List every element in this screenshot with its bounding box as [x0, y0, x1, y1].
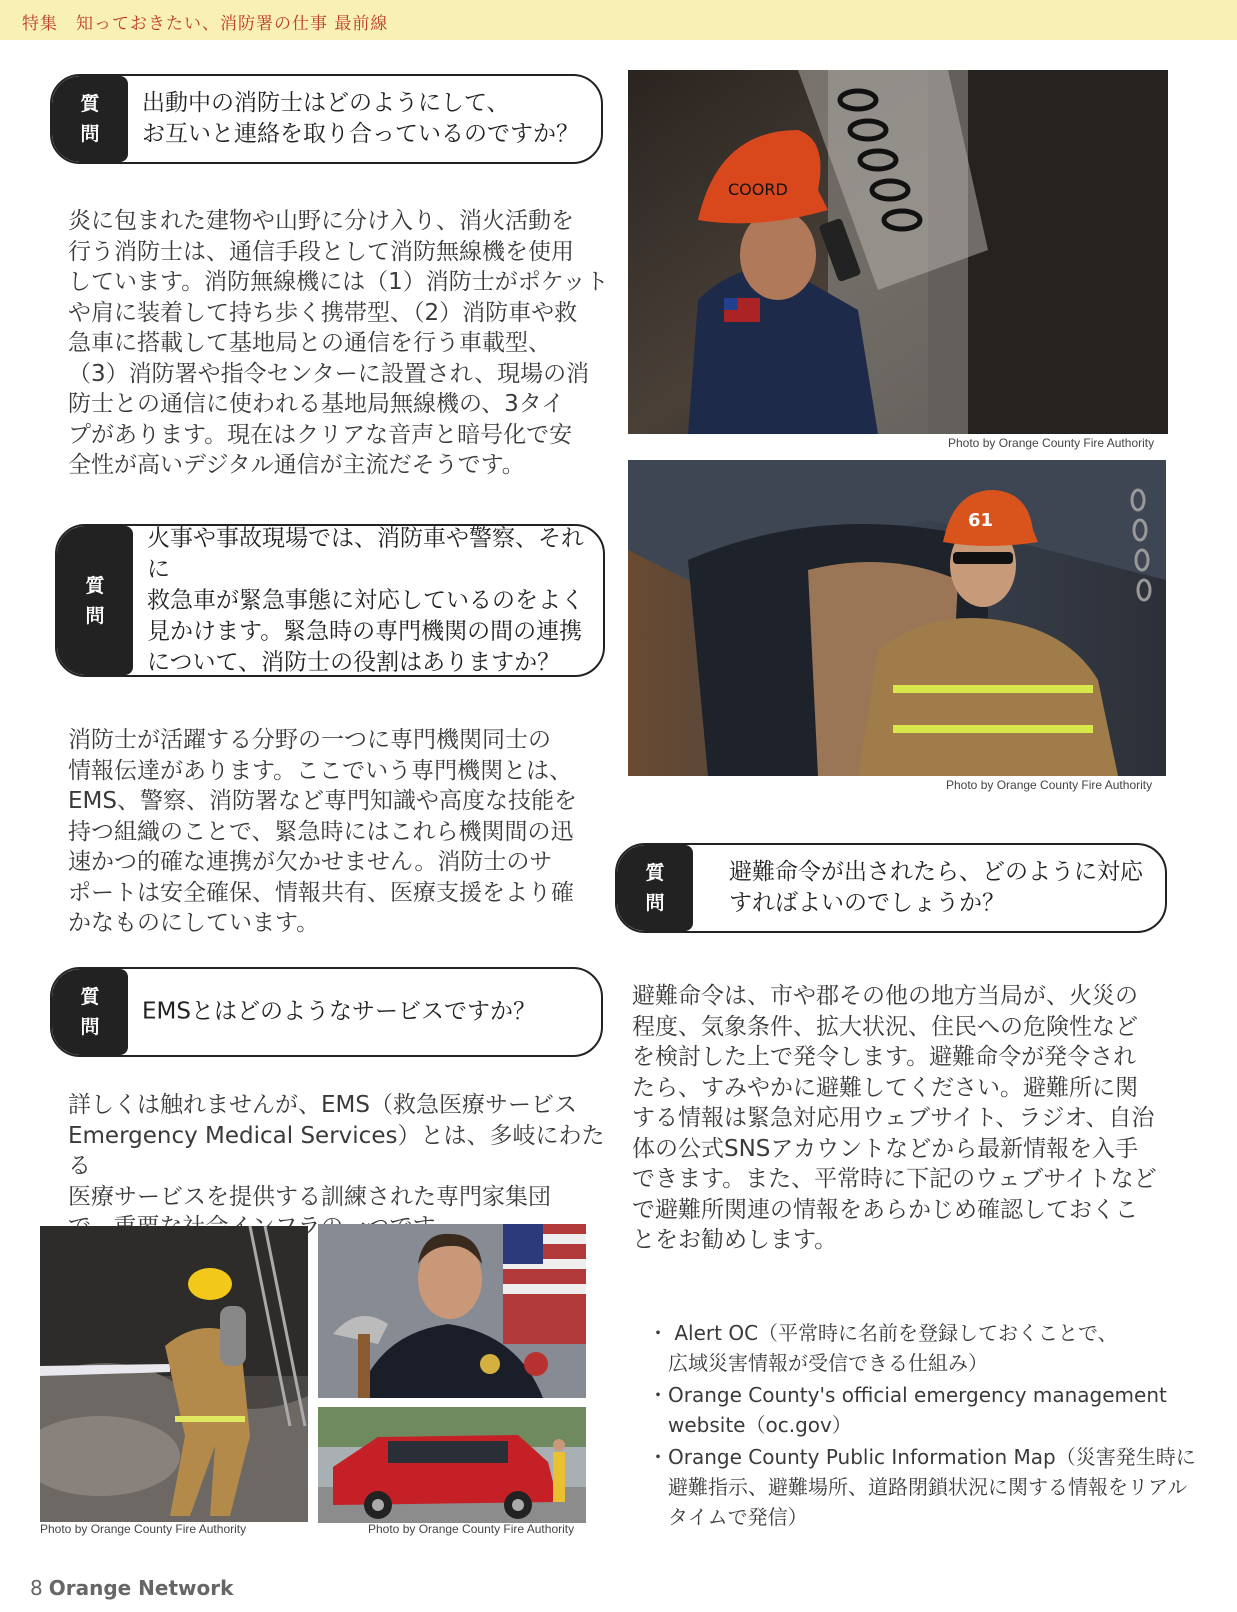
badge-bottom-char: 問: [85, 604, 105, 627]
photo-firefighter-portrait: [318, 1224, 586, 1398]
badge-top-char: 質: [80, 986, 100, 1008]
question-text-1: 出動中の消防士はどのようにして、 お互いと連絡を取り合っているのですか？: [142, 90, 579, 147]
helmet-number: 61: [968, 510, 994, 531]
photo-firefighter-spraying: [40, 1226, 308, 1522]
list-item: ・ Alert OC（平常時に名前を登録しておくことで、 広域災害情報が受信できる仕組み）: [648, 1321, 1118, 1375]
answer-text-3: 詳しくは触れませんが、EMS（救急医療サービス Emergency Medical Services）とは、多岐にわたる 医療サービスを提供する訓練された専門家集団: [68, 1092, 605, 1210]
question-box-2: [55, 524, 605, 677]
photo-fire-chief-vehicle: [318, 1407, 586, 1523]
badge-bottom-char: 問: [645, 892, 665, 914]
question-text-4: 避難命令が出されたら、どのように対応 すればよいのでしょうか？: [729, 859, 1143, 916]
question-box-4: [615, 843, 1167, 933]
question-badge: [617, 845, 693, 931]
badge-bottom-char: 問: [80, 1016, 100, 1038]
list-item: ・Orange County Public Information Map（災害発生時に 避難指示、避難場所、道路閉鎖状況に関する情報をリアル タイムで発信）: [648, 1445, 1196, 1529]
magazine-name: Orange Network: [48, 1576, 234, 1600]
badge-top-char: 質: [645, 862, 665, 884]
photo-caption-3: Photo by Orange County Fire Authority: [40, 1522, 247, 1536]
badge-bottom-char: 問: [80, 123, 100, 145]
answer-text-1: 炎に包まれた建物や山野に分け入り、消火活動を 行う消防士は、通信手段として消防無線機を使用 しています。消防無線機には（1）消防士がポケット や肩に装着して持ち歩く携帯型、（2）消防車や救 急車に搭載して基地局との通信を行う車載型、 （3）消防署や指令センターに設置され、現場の消 防士との通信に使われる基地局無線機の、3タイ プがあります。現在はクリアな音声と暗号化で安 全性が高いデジタル通信が主流だそうです。: [68, 208, 609, 478]
question-box-3: [50, 967, 603, 1057]
list-item: ・Orange County's official emergency management website（oc.gov）: [648, 1383, 1167, 1437]
header-title: 特集 知っておきたい、消防署の仕事 最前線: [22, 14, 389, 34]
helmet-label: COORD: [728, 180, 788, 199]
answer-text-2: 消防士が活躍する分野の一つに専門機関同士の 情報伝達があります。ここでいう専門機関とは、 EMS、警察、消防署など専門知識や高度な技能を 持つ組織のことで、緊急時にはこれら機関間の迅 速かつ的確な連携が欠かせません。消防士のサ ポートは安全確保、情報共有、医療支援をより確 かなものにしています。: [68, 727, 577, 936]
badge-top-char: 質: [80, 93, 100, 115]
question-badge: [57, 526, 133, 675]
badge-top-char: 質: [85, 574, 105, 597]
page-number: 8: [30, 1576, 43, 1600]
photo-firefighter-car: [628, 460, 1166, 776]
answer-text-4: 避難命令は、市や郡その他の地方当局が、火災の 程度、気象条件、拡大状況、住民への危険性など を検討した上で発令します。避難命令が発令され たら、すみやかに避難してください。避難所に関 する情報は緊急対応用ウェブサイト、ラジオ、自治 体の公式SNSアカウントなどから最新情報を入手 できます。また、平常時に下記のウェブサイトなど で避難所関連の情報をあらかじめ確認しておくこ とをお勧めします。: [632, 983, 1157, 1253]
resource-list: [648, 1318, 1208, 1534]
page-header: [0, 0, 1237, 40]
question-badge: [52, 76, 128, 162]
question-text-3: EMSとはどのようなサービスですか？: [142, 998, 536, 1025]
question-badge: [52, 969, 128, 1055]
photo-caption-2: Photo by Orange County Fire Authority: [946, 778, 1153, 792]
photo-caption-1: Photo by Orange County Fire Authority: [948, 436, 1155, 450]
photo-caption-5: Photo by Orange County Fire Authority: [368, 1522, 575, 1536]
question-text-2: 火事や事故現場では、消防車や警察、それに 救急車が緊急事態に対応しているのをよく 見かけます。緊急時の専門機関の間の連携 について、消防士の役割はありますか？: [147, 525, 584, 675]
photo-firefighter-radio: [628, 70, 1168, 434]
question-box-1: [50, 74, 603, 164]
page-footer: [30, 1576, 233, 1600]
